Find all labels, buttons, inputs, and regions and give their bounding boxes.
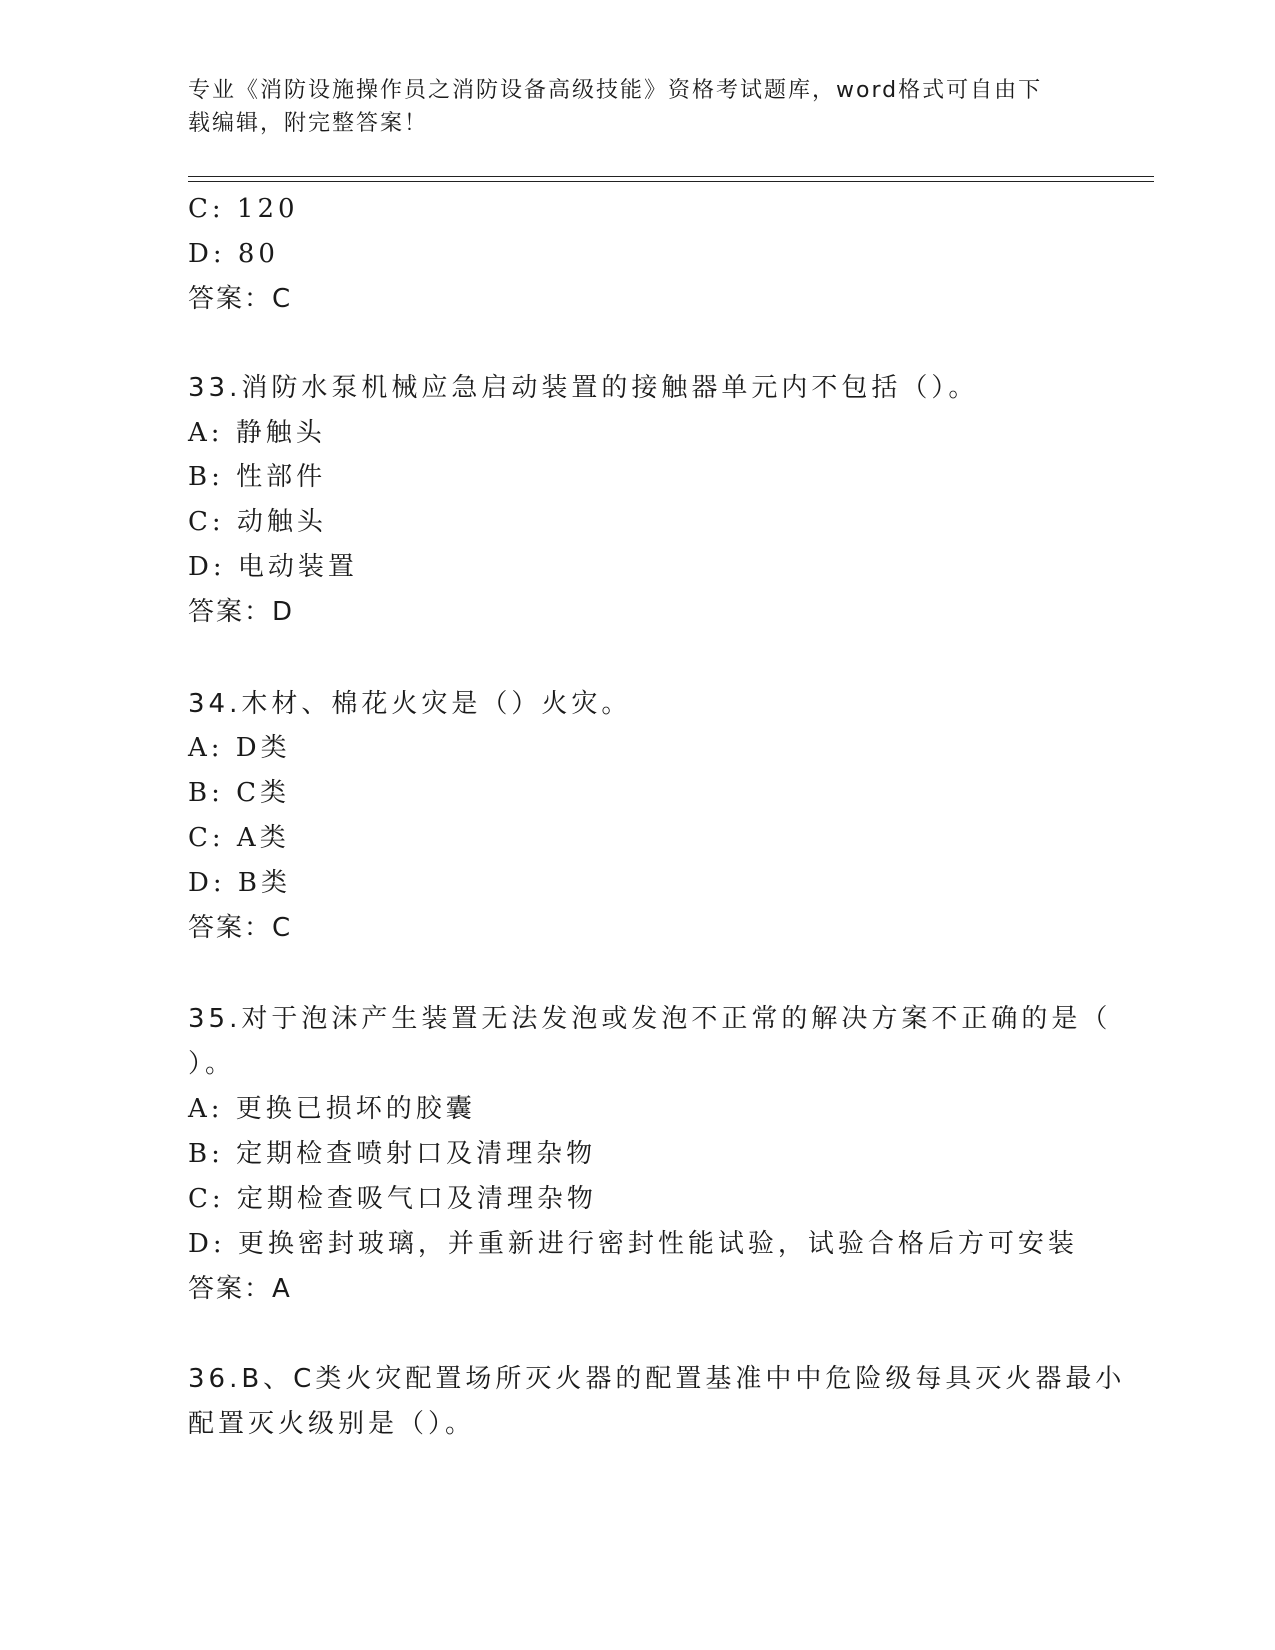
option-c: C: 120 — [188, 194, 299, 224]
header-rule-bottom — [188, 181, 1154, 182]
question-stem-line-2: 配置灭火级别是（）。 — [188, 1409, 476, 1439]
header-line-2: 载编辑，附完整答案！ — [188, 111, 429, 136]
option-c: C: 动触头 — [188, 507, 327, 537]
answer: 答案：A — [188, 1274, 292, 1304]
answer: 答案：D — [188, 597, 295, 627]
option-d: D: 80 — [188, 239, 279, 269]
header-line-1: 专业《消防设施操作员之消防设备高级技能》资格考试题库，word格式可自由下 — [188, 78, 1043, 103]
answer: 答案：C — [188, 284, 293, 314]
header-text — [188, 74, 1058, 140]
option-d: D: 电动装置 — [188, 552, 358, 582]
answer: 答案：C — [188, 913, 293, 943]
option-a: A: 更换已损坏的胶囊 — [188, 1094, 476, 1124]
option-b: B: 定期检查喷射口及清理杂物 — [188, 1139, 597, 1169]
question-stem-line-1: 35.对于泡沫产生装置无法发泡或发泡不正常的解决方案不正确的是（ — [188, 1004, 1112, 1034]
header-rule-top — [188, 176, 1154, 177]
option-a: A: 静触头 — [188, 418, 326, 448]
option-b: B: C类 — [188, 778, 291, 808]
option-a: A: D类 — [188, 733, 291, 763]
question-stem-line-2: ）。 — [188, 1049, 236, 1079]
question-stem: 34.木材、棉花火灾是（）火灾。 — [188, 689, 632, 719]
option-d: D: 更换密封玻璃，并重新进行密封性能试验，试验合格后方可安装 — [188, 1229, 1078, 1259]
option-c: C: 定期检查吸气口及清理杂物 — [188, 1184, 597, 1214]
option-b: B: 性部件 — [188, 462, 327, 492]
question-stem: 33.消防水泵机械应急启动装置的接触器单元内不包括（）。 — [188, 373, 979, 403]
option-d: D: B类 — [188, 868, 291, 898]
option-c: C: A类 — [188, 823, 290, 853]
question-stem-line-1: 36.B、C类火灾配置场所灭火器的配置基准中中危险级每具灭火器最小 — [188, 1364, 1126, 1394]
